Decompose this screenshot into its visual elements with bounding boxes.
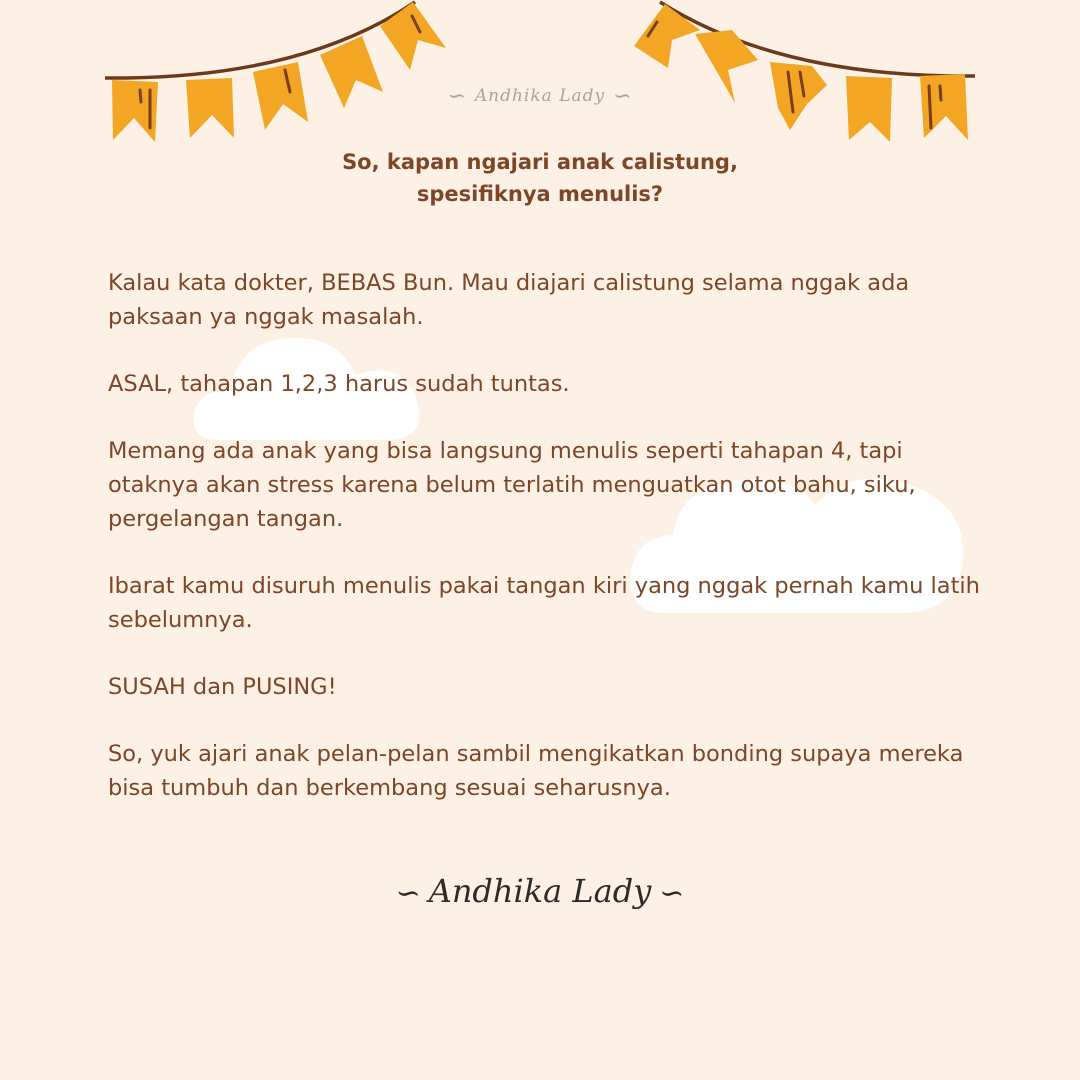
top-signature-text: Andhika Lady (474, 86, 606, 106)
paragraph-3: Memang ada anak yang bisa langsung menulis seperti tahapan 4, tapi otaknya akan stress karena belum terlatih menguatkan otot bahu, siku, pergelangan tangan. (108, 438, 916, 532)
swirl-left-icon: ∽ (447, 84, 467, 109)
paragraph-1: Kalau kata dokter, BEBAS Bun. Mau diajari calistung selama nggak ada paksaan ya nggak masalah. (108, 270, 910, 330)
top-signature (0, 84, 1080, 109)
paragraph-4: Ibarat kamu disuruh menulis pakai tangan kiri yang nggak pernah kamu latih sebelumnya. (108, 573, 980, 633)
bottom-signature (0, 872, 1080, 911)
bunting-decoration (0, 0, 1080, 160)
swirl-right-icon: ∽ (659, 876, 685, 911)
paragraph-6: So, yuk ajari anak pelan-pelan sambil mengikatkan bonding supaya mereka bisa tumbuh dan berkembang sesuai seharusnya. (108, 741, 964, 801)
paragraph-2: ASAL, tahapan 1,2,3 harus sudah tuntas. (108, 371, 570, 397)
swirl-left-icon: ∽ (395, 876, 421, 911)
page-title (0, 146, 1080, 210)
title-line-1: So, kapan ngajari anak calistung, (342, 150, 738, 174)
swirl-right-icon: ∽ (613, 84, 633, 109)
title-line-2: spesifiknya menulis? (416, 182, 664, 206)
bottom-signature-text: Andhika Lady (428, 872, 652, 910)
body-text (108, 266, 988, 838)
paragraph-5: SUSAH dan PUSING! (108, 674, 337, 700)
bunting-left-flags (112, 2, 446, 142)
